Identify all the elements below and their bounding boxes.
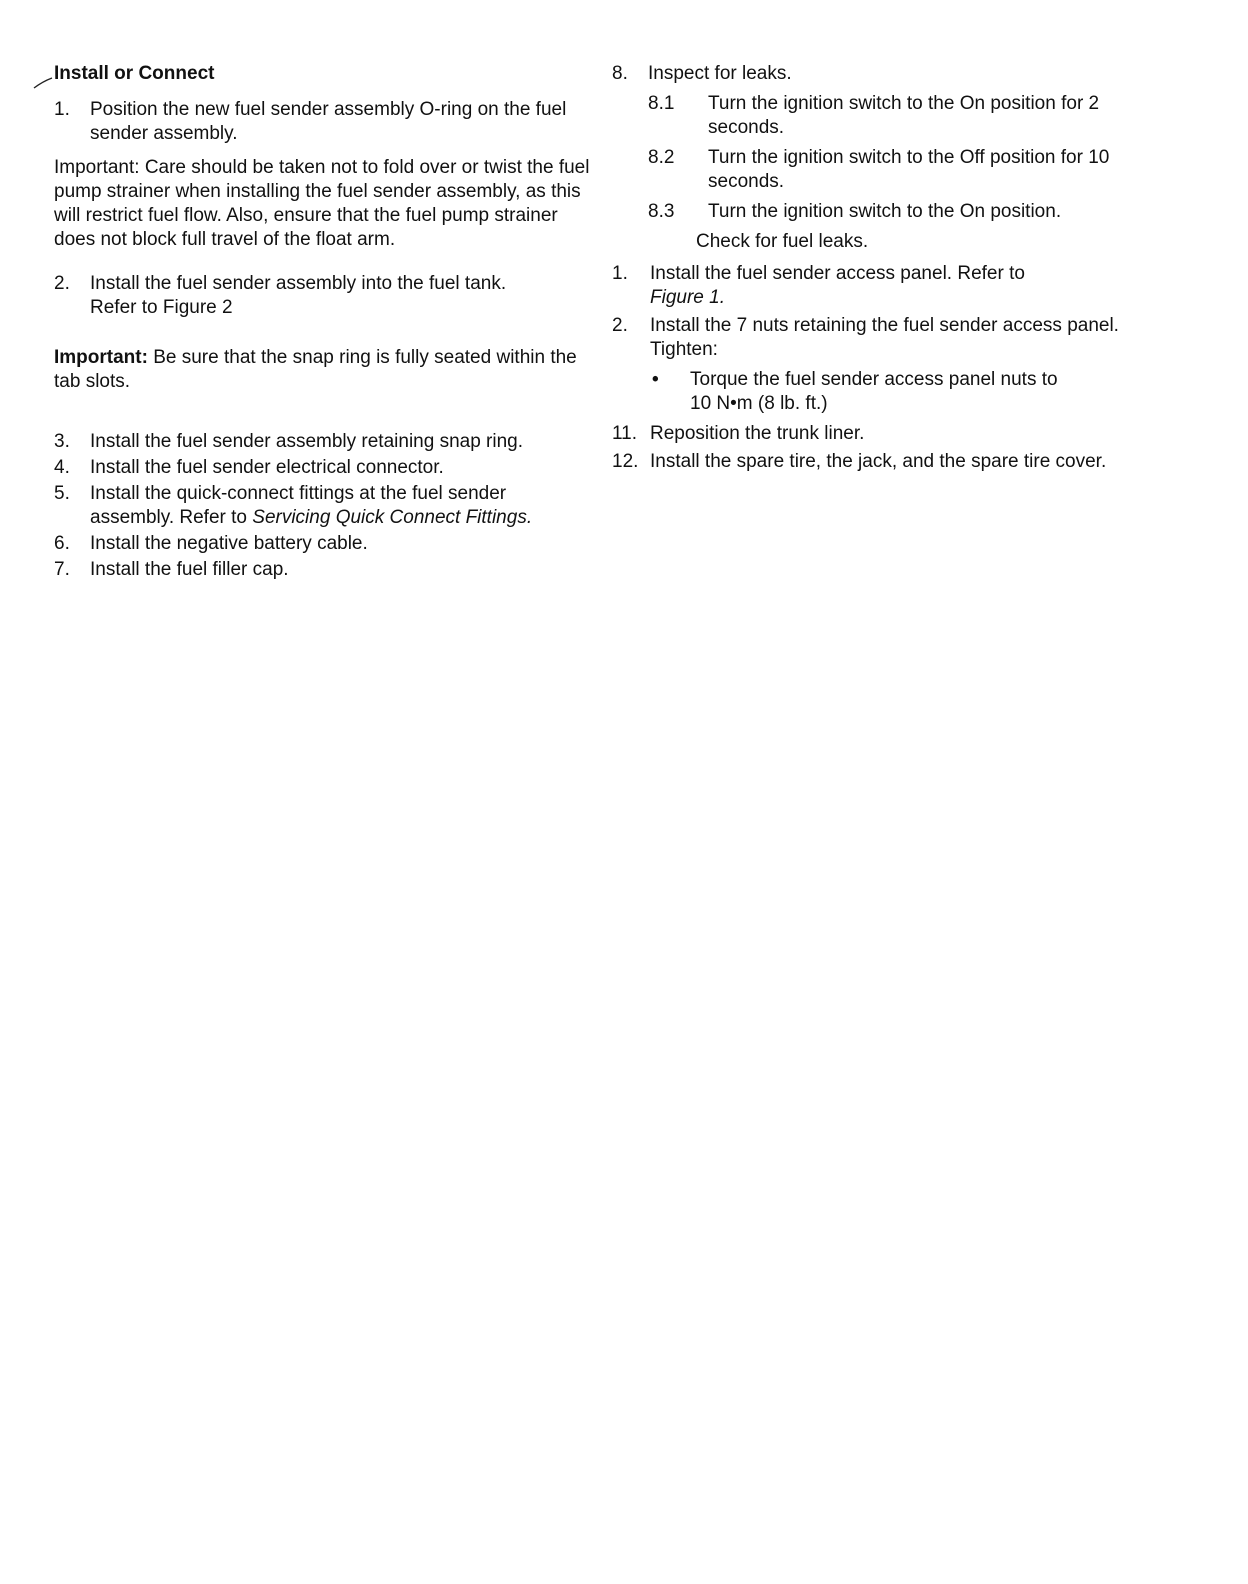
important-note-strainer: Important: Care should be taken not to fold over or twist the fuel pump strainer when installing the fuel sender assembly, as this will restrict fuel flow. Also, ensure that the fuel pump strainer does not block full travel of the float arm.	[54, 157, 590, 250]
torque-spec-bullet: • Torque the fuel sender access panel nuts to 10 N•m (8 lb. ft.)	[652, 369, 1058, 414]
section-heading	[54, 62, 590, 86]
step-8: 8. Inspect for leaks.	[612, 63, 792, 84]
figure-1-reference: Figure 1.	[650, 287, 725, 308]
step-11: 11. Reposition the trunk liner.	[612, 423, 865, 444]
substep-8-1: 8.1 Turn the ignition switch to the On position for 2 seconds.	[648, 93, 1100, 138]
figure-2-reference: Refer to Figure 2	[90, 297, 233, 318]
substep-8-3: 8.3 Turn the ignition switch to the On position.	[648, 201, 1062, 222]
step-1: 1. Position the new fuel sender assembly O-ring on the fuel sender assembly.	[54, 99, 567, 144]
substep-8-2: 8.2 Turn the ignition switch to the Off position for 10 seconds.	[648, 147, 1110, 192]
important-note-snap-ring: Important: Be sure that the snap ring is fully seated within the tab slots.	[54, 347, 577, 392]
torque-value: 10 N•m (8 lb. ft.)	[690, 393, 828, 414]
bullet-icon: •	[652, 369, 659, 390]
step-2: 2. Install the fuel sender assembly into the fuel tank. Refer to Figure 2	[54, 273, 507, 318]
quick-connect-reference: Servicing Quick Connect Fittings.	[252, 507, 533, 528]
step-install-access-panel: 1. Install the fuel sender access panel. Refer to Figure 1.	[612, 263, 1025, 308]
right-column	[612, 62, 1152, 476]
tighten-label: Tighten:	[650, 339, 718, 360]
section-heading-text: Install or Connect	[54, 63, 215, 84]
left-column	[54, 62, 590, 584]
step-4: 4. Install the fuel sender electrical connector.	[54, 457, 444, 478]
check-leaks-note: Check for fuel leaks.	[696, 231, 869, 252]
step-6: 6. Install the negative battery cable.	[54, 533, 368, 554]
step-3: 3. Install the fuel sender assembly retaining snap ring.	[54, 431, 524, 452]
stray-pen-mark-icon	[32, 76, 54, 90]
step-install-nuts: 2. Install the 7 nuts retaining the fuel sender access panel. Tighten:	[612, 315, 1119, 360]
step-5: 5. Install the quick-connect fittings at the fuel sender assembly. Refer to Servicing Quick Connect Fittings.	[54, 483, 533, 528]
step-7: 7. Install the fuel filler cap.	[54, 559, 289, 580]
step-12: 12. Install the spare tire, the jack, and the spare tire cover.	[612, 451, 1107, 472]
